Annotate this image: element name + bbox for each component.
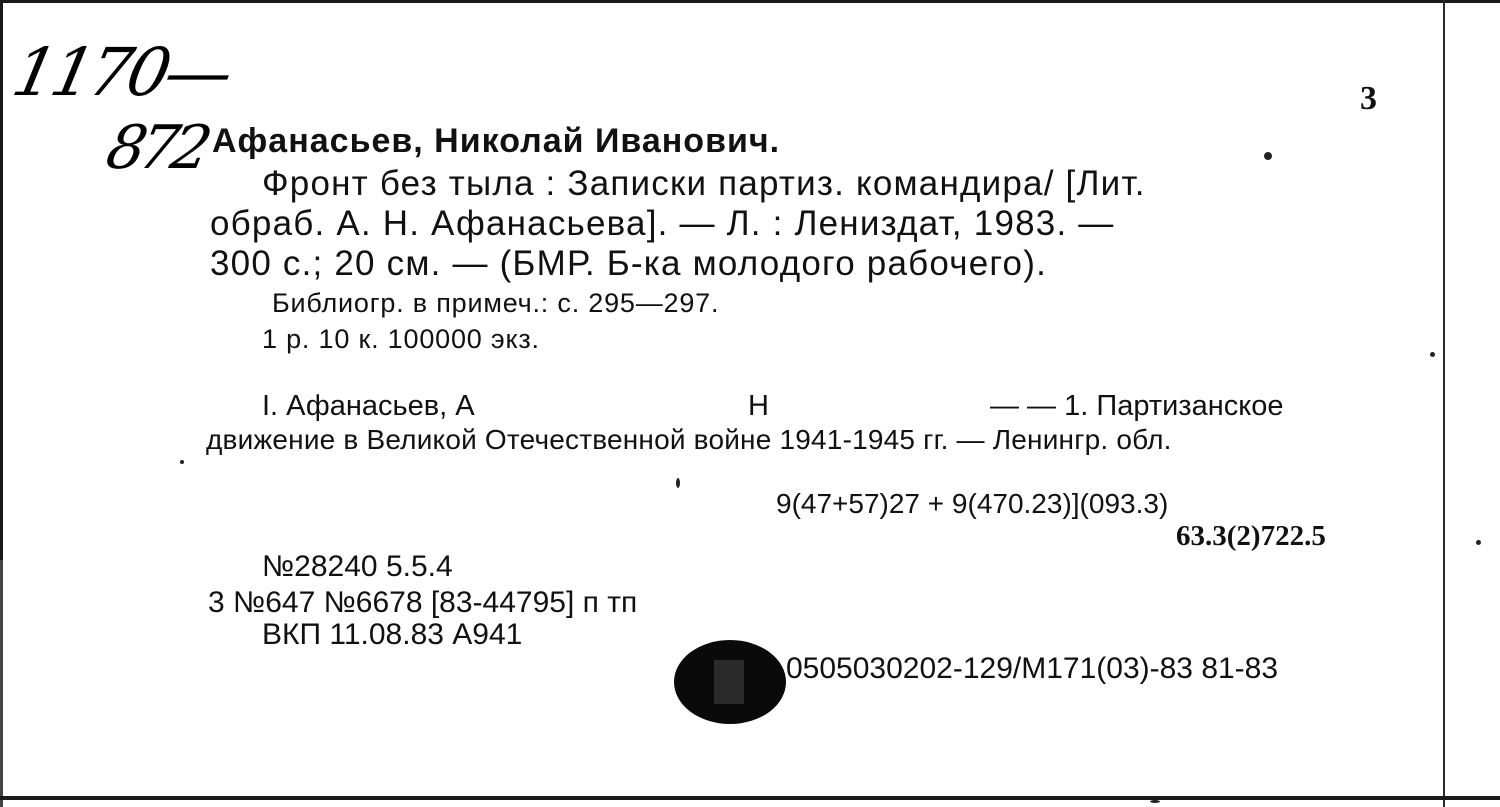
title-line-2: обраб. А. Н. Афанасьева]. — Л. : Лениздат, 1983. — [210,204,1115,243]
card-right-edge [1443,0,1445,807]
card-bottom-edge [0,796,1500,800]
price-print-run: 1 р. 10 к. 100000 экз. [262,324,540,354]
ink-speck [1150,800,1160,803]
publication-code: 0505030202-129/М171(03)-83 81-83 [786,652,1279,685]
author-heading: Афанасьев, Николай Иванович. [212,122,781,160]
accession-line-1: №28240 5.5.4 [262,550,453,583]
title-line-3: 300 с.; 20 см. — (БМР. Б-ка молодого рабочего). [210,244,1047,283]
tracing-line-1b: Н [748,390,769,422]
classification-index-1: 9(47+57)27 + 9(470.23)](093.3) [776,488,1169,519]
title-line-1: Фронт без тыла : Записки партиз. командира/ [Лит. [262,164,1146,203]
accession-line-3: ВКП 11.08.83 А941 [262,618,523,651]
handwritten-number-top: 1170— [5,34,237,111]
ink-speck [180,460,184,464]
bibliography-note: Библиогр. в примеч.: с. 295—297. [272,288,720,318]
tracing-line-2: движение в Великой Отечественной войне 1941-1945 гг. — Ленингр. обл. [206,424,1172,455]
classification-index-2: 63.3(2)722.5 [1176,520,1326,552]
ink-blot-mark [714,660,744,704]
tracing-line-1c: — — 1. Партизанское [990,390,1284,422]
card-left-edge [0,0,3,560]
tracing-line-1a: I. Афанасьев, А [262,390,475,422]
ink-speck [676,478,680,488]
card-left-edge-lower [0,560,3,807]
ink-speck [1264,152,1272,160]
accession-line-2: 3 №647 №6678 [83-44795] п тп [208,586,638,619]
ink-speck [1430,352,1435,357]
page-number: 3 [1360,80,1377,117]
ink-speck [1476,540,1481,545]
handwritten-number-side: 872 [100,113,212,183]
card-top-edge [0,0,1500,3]
